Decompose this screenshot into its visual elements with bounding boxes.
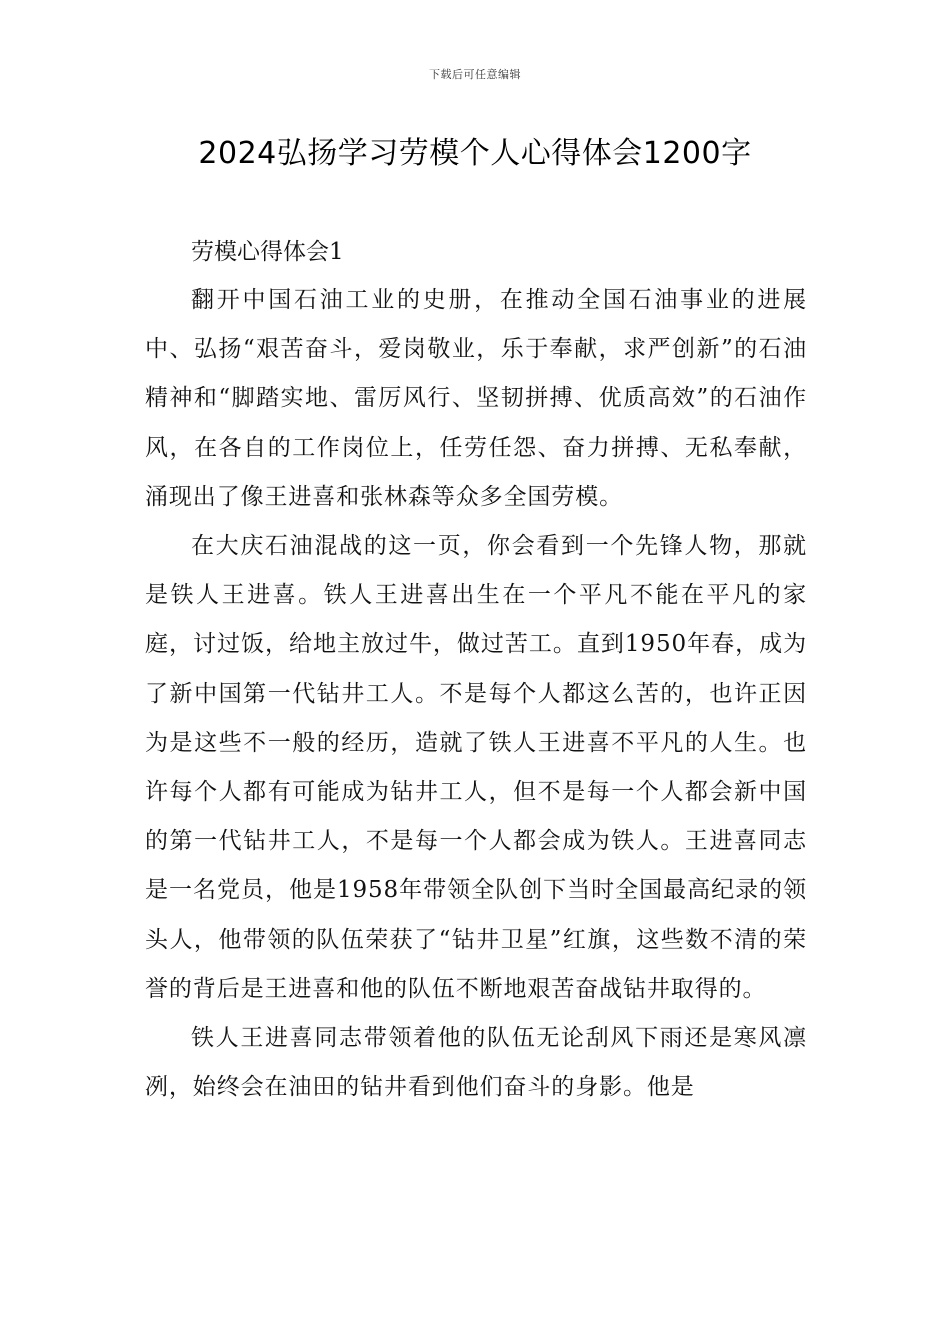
header-note: 下载后可任意编辑 [429,68,521,81]
section-heading: 劳模心得体会1 [191,239,344,265]
paragraph-3: 铁人王进喜同志带领着他的队伍无论刮风下雨还是寒风凛冽，始终会在油田的钻井看到他们奋斗的身影。他是 [145,1025,807,1101]
paragraph-2: 在大庆石油混战的这一页，你会看到一个先锋人物，那就是铁人王进喜。铁人王进喜出生在一个平凡不能在平凡的家庭，讨过饭，给地主放过牛，做过苦工。直到1950年春，成为了新中国第一代钻井工人。不是每个人都这么苦的，也许正因为是这些不一般的经历，造就了铁人王进喜不平凡的人生。也许每个人都有可能成为钻井工人，但不是每一个人都会新中国的第一代钻井工人，不是每一个人都会成为铁人。王进喜同志是一名党员，他是1958年带领全队创下当时全国最高纪录的领头人，他带领的队伍荣获了“钻井卫星”红旗，这些数不清的荣誉的背后是王进喜和他的队伍不断地艰苦奋战钻井取得的。 [145,533,807,1002]
document-title: 2024弘扬学习劳模个人心得体会1200字 [198,136,752,171]
document-body [145,228,807,1112]
paragraph-1: 翻开中国石油工业的史册，在推动全国石油事业的进展中、弘扬“艰苦奋斗，爱岗敬业，乐于奉献，求严创新”的石油精神和“脚踏实地、雷厉风行、坚韧拼搏、优质高效”的石油作风，在各自的工作岗位上，任劳任怨、奋力拼搏、无私奉献，涌现出了像王进喜和张林森等众多全国劳模。 [145,287,807,510]
